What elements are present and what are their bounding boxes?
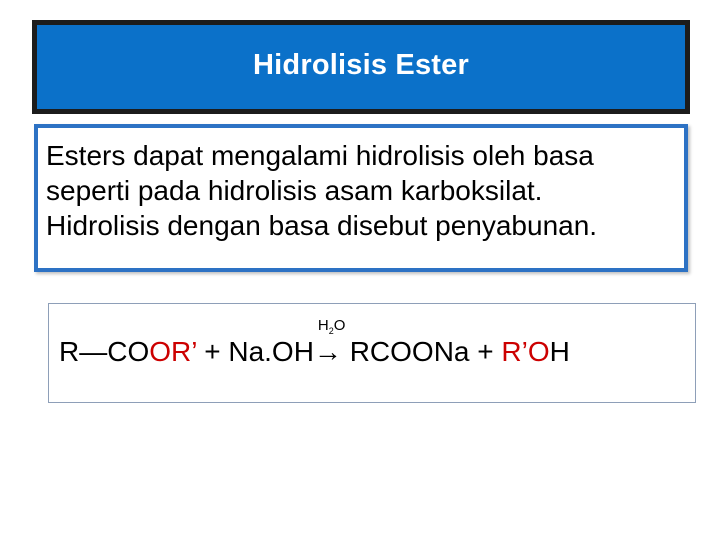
catalyst-o: O (333, 317, 346, 334)
description-line: seperti pada hidrolisis asam karboksilat. (46, 175, 543, 206)
catalyst-label (318, 318, 346, 336)
catalyst-h: H (317, 317, 329, 334)
reactant-base: Na.OH (228, 336, 314, 367)
description-line: Esters dapat mengalami hidrolisis oleh basa (46, 140, 594, 171)
product-alcohol-tail: H (549, 336, 570, 367)
reactant-ester-prefix: R—CO (59, 336, 150, 367)
slide-title: Hidrolisis Ester (253, 48, 469, 81)
reaction-arrow: → (313, 336, 342, 367)
title-banner (32, 20, 690, 114)
plus-sign: + (196, 336, 229, 367)
description-line: Hidrolisis dengan basa disebut penyabunan. (46, 210, 598, 241)
equation-box (48, 303, 696, 403)
description-box (34, 124, 688, 272)
reactant-ester-highlight: OR’ (149, 336, 197, 367)
catalyst-subscript: 2 (328, 326, 334, 336)
reaction-equation (59, 317, 570, 367)
product-soap: RCOONa + (341, 336, 502, 367)
product-alcohol-highlight: R’O (501, 336, 550, 367)
reaction-arrow-group (313, 317, 346, 367)
